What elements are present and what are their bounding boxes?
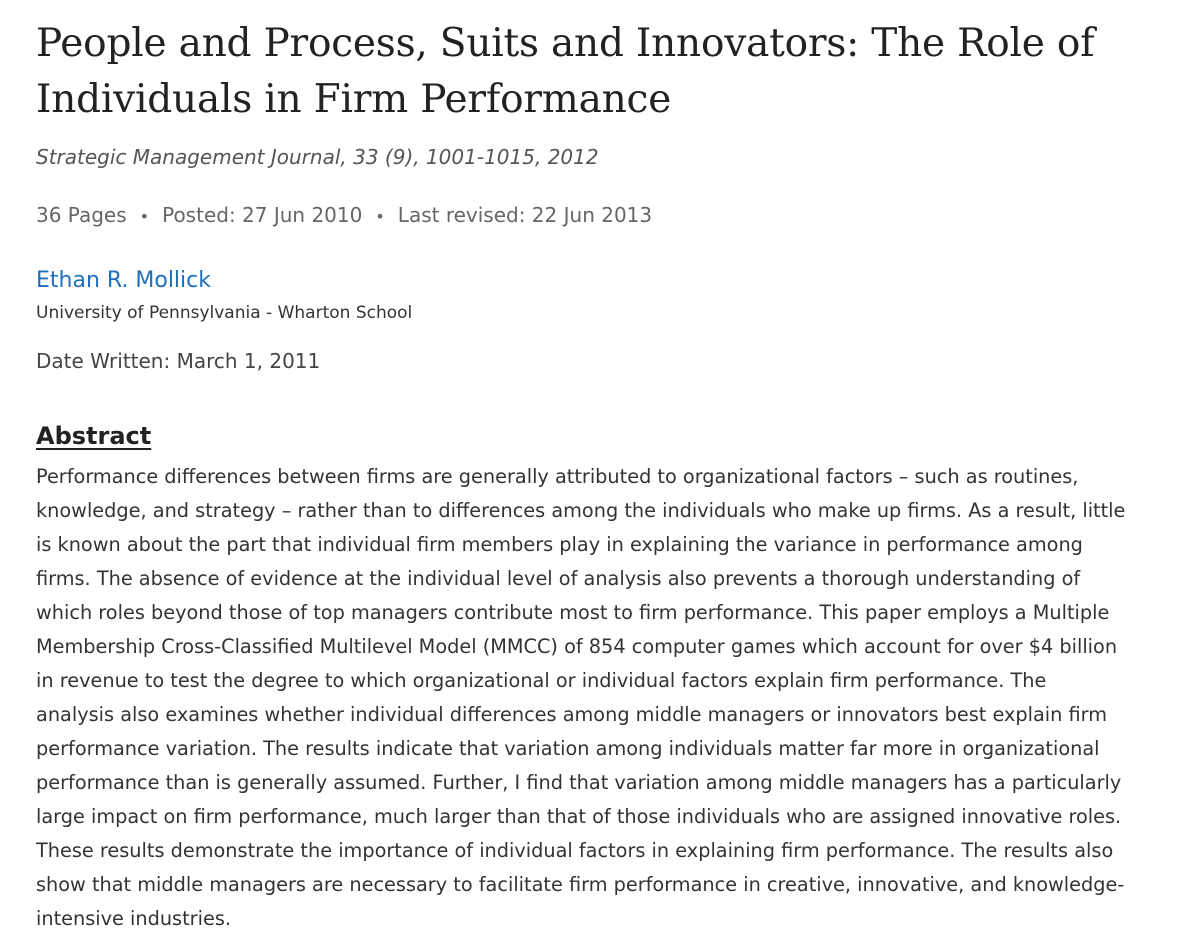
paper-meta — [36, 200, 1186, 232]
paper-page — [36, 0, 1186, 936]
abstract-heading: Abstract — [36, 421, 152, 450]
journal-citation: Strategic Management Journal, 33 (9), 1001-1015, 2012 — [36, 145, 599, 169]
paper-title: People and Process, Suits and Innovators: The Role of Individuals in Firm Performance — [36, 21, 1095, 122]
date-written: Date Written: March 1, 2011 — [36, 348, 321, 373]
abstract-text: Performance differences between firms are generally attributed to organizational factors – such as routines, knowledge, and strategy – rather than to differences among the individuals who make up firms. As a result, little is known about the part that individual firm members play in explaining the variance in performance among firms. The absence of evidence at the individual level of analysis also prevents a thorough understanding of which roles beyond those of top managers contribute most to firm performance. This paper employs a Multiple Membership Cross-Classified Multilevel Model (MMCC) of 854 computer games which account for over $4 billion in revenue to test the degree to which organizational or individual factors explain firm performance. The analysis also examines whether individual differences among middle managers or innovators best explain firm performance variation. The results indicate that variation among individuals matter far more in organizational performance than is generally assumed. Further, I find that variation among middle managers has a particularly large impact on firm performance, much larger than that of those individuals who are assigned innovative roles. These results demonstrate the importance of individual factors in explaining firm performance. The results also show that middle managers are necessary to facilitate firm performance in creative, innovative, and knowledge-intensive industries. — [36, 464, 1126, 930]
meta-separator: • — [375, 206, 385, 226]
meta-separator: • — [139, 206, 150, 226]
author-link[interactable]: Ethan R. Mollick — [36, 267, 211, 293]
page-count: 36 Pages — [36, 203, 127, 227]
revised-date: Last revised: 22 Jun 2013 — [397, 203, 653, 227]
author-affiliation: University of Pennsylvania - Wharton School — [36, 302, 413, 323]
posted-date: Posted: 27 Jun 2010 — [162, 203, 363, 227]
